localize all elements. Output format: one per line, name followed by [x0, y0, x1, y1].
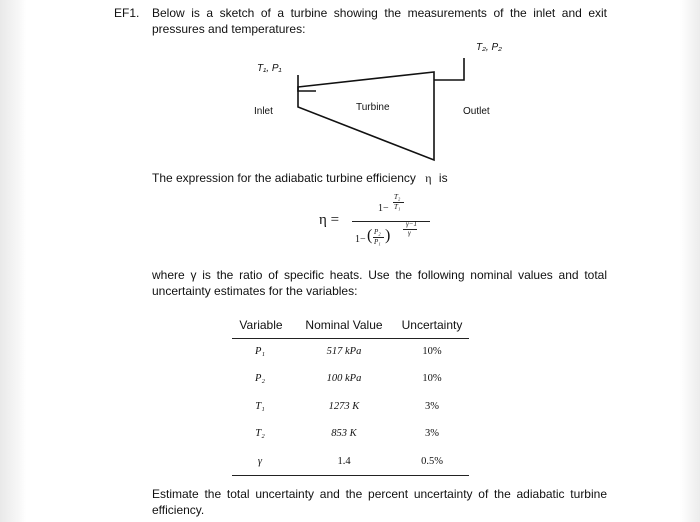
header-uncertainty: Uncertainty	[401, 318, 463, 332]
left-paren: (	[367, 227, 373, 244]
expression-text: The expression for the adiabatic turbine efficiency	[152, 171, 416, 185]
inlet-label: Inlet	[254, 106, 273, 117]
expression-is: is	[438, 171, 448, 185]
cell-uncertainty: 3%	[425, 428, 439, 439]
turbine-body	[298, 72, 434, 160]
inlet-pipe	[298, 75, 316, 91]
cell-variable: P₂	[254, 373, 266, 384]
formula-lhs: η =	[319, 212, 340, 228]
main-fraction-bar	[352, 221, 430, 222]
problem-number: EF1.	[114, 6, 140, 20]
cell-uncertainty: 0.5%	[421, 456, 443, 467]
cell-uncertainty: 10%	[422, 373, 442, 384]
numerator-t1: T₁	[394, 203, 401, 211]
cell-variable: P₁	[254, 346, 266, 357]
denominator-one: 1−	[355, 234, 366, 245]
numerator-one: 1−	[378, 203, 389, 214]
inlet-condition-label: T₁, P₁	[257, 63, 282, 74]
header-variable: Variable	[239, 318, 283, 332]
cell-nominal: 853 K	[331, 428, 357, 439]
cell-nominal: 1273 K	[328, 401, 360, 412]
exponent-top: γ−1	[406, 220, 417, 228]
numerator-t2: T₂	[394, 193, 401, 201]
header-rule	[232, 338, 469, 339]
bottom-rule	[232, 475, 469, 476]
expression-sentence	[152, 170, 448, 186]
denominator-p1: P₁	[374, 238, 381, 246]
outlet-condition-label: T₂, P₂	[476, 42, 502, 53]
where-paragraph: where γ is the ratio of specific heats. Use the following nominal values and total uncertainty estimates for the variables:	[152, 268, 607, 298]
cell-variable: T₂	[255, 428, 265, 439]
cell-variable: T₁	[255, 401, 265, 412]
cell-variable: γ	[257, 456, 263, 467]
problem-intro: Below is a sketch of a turbine showing the measurements of the inlet and exit pressures and temperatures:	[152, 6, 607, 36]
cell-uncertainty: 10%	[422, 346, 442, 357]
estimate-paragraph: Estimate the total uncertainty and the percent uncertainty of the adiabatic turbine efficiency.	[152, 487, 607, 517]
turbine-label: Turbine	[356, 102, 390, 113]
header-nominal: Nominal Value	[305, 318, 383, 332]
denominator-p2: P₂	[374, 228, 381, 236]
cell-uncertainty: 3%	[425, 401, 439, 412]
right-paren: )	[385, 227, 391, 244]
cell-nominal: 1.4	[337, 456, 351, 467]
outlet-label: Outlet	[463, 106, 490, 117]
outlet-pipe	[434, 58, 464, 80]
eta-symbol: η	[425, 171, 432, 185]
cell-nominal: 517 kPa	[326, 346, 362, 357]
cell-nominal: 100 kPa	[326, 373, 362, 384]
exponent-bottom: γ	[408, 229, 411, 237]
